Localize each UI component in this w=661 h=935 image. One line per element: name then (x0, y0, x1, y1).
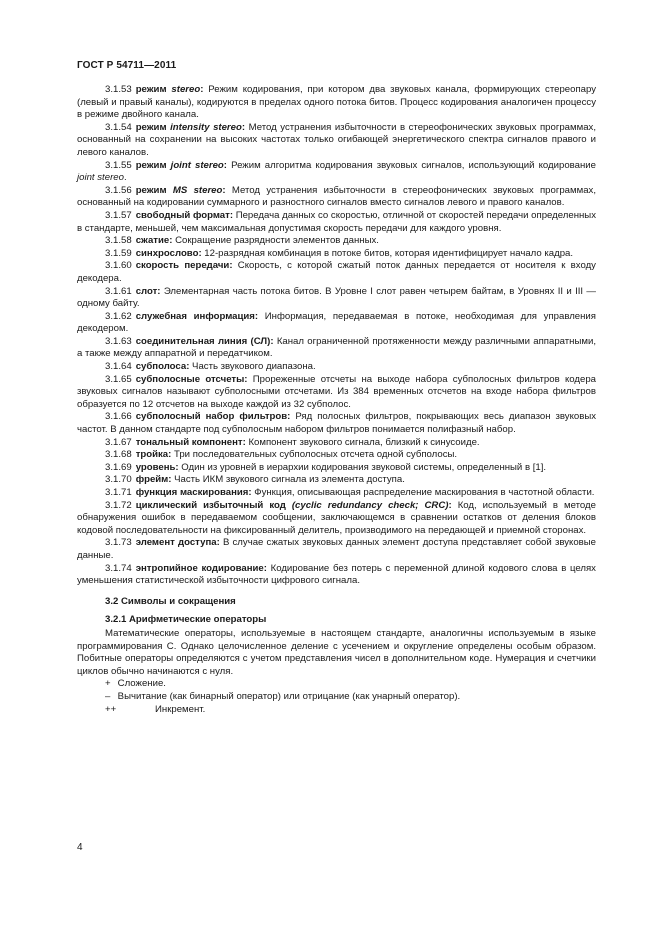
definition-term: элемент доступа: (135, 537, 220, 549)
definition-3-1-56 (77, 185, 596, 210)
definition-term: слот: (135, 285, 161, 297)
operator-symbol: + (105, 678, 111, 690)
definition-text: Сокращение разрядности элементов данных. (172, 235, 379, 247)
definition-text: Три последовательных субполосных отсчета одной субполосы. (171, 449, 458, 461)
definition-text: В случае сжатых звуковых данных элемент доступа представляет собой звуковые данные. (77, 537, 596, 561)
document-header: ГОСТ Р 54711—2011 (77, 60, 177, 71)
definition-text: Код, используемый в методе обнаружения ошибок в передаваемом сообщении, заключающемся в сравнении остатков от деления блоков кодовой последовательности на фиксированный делитель, производимого на передающей и приемной сторонах. (77, 499, 596, 536)
definition-text: Метод устранения избыточности в стереофонических звуковых программах, основанный на кодировании суммарного и разностного сигналов вместо сигналов левого и правого каналов. (77, 184, 596, 209)
definition-number: 3.1.59 (105, 247, 132, 259)
definition-term: режим (135, 84, 172, 95)
definition-term-italic: stereo (171, 84, 201, 95)
definition-term: тройка: (135, 449, 172, 461)
definition-term: субполосный набор фильтров: (135, 411, 291, 423)
definition-text: Метод устранения избыточности в стереофонических звуковых программах, основанный на сохранении на высоких частотах только огибающей энергетического спектра сигналов правого и левого каналов. (77, 121, 597, 158)
definition-number: 3.1.58 (105, 235, 132, 247)
definition-number: 3.1.66 (105, 411, 132, 423)
definition-text: Кодирование без потерь с переменной длиной кодового слова в целях уменьшения статистической избыточности цифрового сигнала. (77, 562, 596, 587)
definition-3-1-68 (77, 449, 596, 462)
definition-text: Информация, передаваемая в потоке, необходимая для управления декодером. (77, 310, 596, 335)
definition-term: субполоса: (135, 361, 190, 373)
definition-text-end: . (123, 172, 127, 184)
definition-number: 3.1.67 (105, 436, 132, 448)
definition-term: субполосные отсчеты: (135, 373, 248, 385)
definition-number: 3.1.72 (105, 499, 132, 511)
definition-text: Прореженные отсчеты на выходе набора субполосных фильтров кодера звуковых сигналов называют субполосными отсчетами. Из 384 временных отсчетов на входе набора фильтров образуется по 12 отсчетов на выходе каждой из 32 субполос. (77, 373, 597, 410)
definition-number: 3.1.64 (105, 361, 132, 373)
definition-3-1-73 (77, 537, 596, 562)
definition-text: Часть звукового диапазона. (189, 361, 316, 373)
subsection-heading: 3.2.1 Арифметические операторы (105, 614, 267, 626)
definition-number: 3.1.56 (105, 184, 132, 196)
operator-description: Инкремент. (155, 703, 206, 715)
definition-term: синхрослово: (135, 247, 202, 259)
definition-3-1-61 (77, 286, 596, 311)
definition-number: 3.1.57 (105, 209, 132, 221)
definition-text: Компонент звукового сигнала, близкий к синусоиде. (245, 436, 480, 448)
definition-number: 3.1.54 (105, 121, 132, 133)
definition-text: Скорость, с которой сжатый поток данных передается от носителя к входу декодера. (77, 260, 596, 284)
definition-3-1-66 (77, 411, 596, 436)
definition-term: фрейм: (135, 474, 172, 486)
definition-number: 3.1.60 (105, 260, 132, 272)
definition-number: 3.1.73 (105, 537, 132, 549)
operator-description: Вычитание (как бинарный оператор) или отрицание (как унарный оператор). (117, 690, 461, 702)
definition-term-colon: : (223, 159, 227, 171)
definition-number: 3.1.70 (105, 474, 132, 486)
definition-number: 3.1.63 (105, 335, 132, 347)
definition-3-1-54 (77, 122, 596, 160)
definition-3-1-71 (77, 487, 596, 500)
definition-term: скорость передачи: (135, 260, 233, 272)
intro-paragraph: Математические операторы, используемые в настоящем стандарте, аналогичны используемым в языке программирования С. Однако целочисленное деление с усечением и округление определены особым образом. Побитные операторы определяются с учетом представления чисел в дополнительном коде. Нумерация и счетчики циклов обычно начинаются с нуля. (77, 627, 596, 677)
definition-term-colon: : (448, 499, 452, 511)
definition-term-italic: MS stereo (172, 184, 223, 196)
definition-3-1-59 (77, 248, 596, 261)
definition-3-1-65 (77, 374, 596, 412)
definition-term: сжатие: (135, 235, 173, 247)
definition-term-colon: : (241, 121, 246, 133)
definition-number: 3.1.65 (105, 373, 132, 385)
definition-3-1-70 (77, 474, 596, 487)
definition-text: Канал ограниченной протяженности между различными аппаратными, а также между аппаратной и передатчиком. (77, 335, 596, 360)
definition-term: режим (135, 184, 173, 196)
operator-symbol: – (105, 690, 111, 702)
definition-number: 3.1.61 (105, 285, 132, 297)
operator-item (77, 704, 596, 717)
operator-item (77, 691, 596, 704)
definition-term-italic: intensity stereo (170, 121, 242, 133)
definition-term: энтропийное кодирование: (135, 562, 267, 574)
definition-text: Функция, описывающая распределение маскирования в частотной области. (251, 487, 595, 498)
page-number: 4 (77, 842, 83, 853)
definition-text: 12-разрядная комбинация в потоке битов, которая идентифицирует начало кадра. (201, 247, 574, 259)
definition-term: циклический избыточный код (135, 499, 292, 511)
definition-3-1-64 (77, 361, 596, 374)
definition-3-1-53 (77, 84, 596, 122)
definition-term: служебная информация: (135, 310, 259, 322)
operator-item (77, 678, 596, 691)
section-heading: 3.2 Символы и сокращения (105, 595, 236, 607)
definition-3-1-63 (77, 336, 596, 361)
definition-text: Передача данных со скоростью, отличной от скоростей передачи определенных в стандарте, меньшей, чем максимальная допустимая скорость передачи для каждого уровня. (77, 209, 596, 234)
definition-term-colon: : (222, 184, 226, 196)
definition-3-1-57 (77, 210, 596, 235)
definition-text: Режим кодирования, при котором два звуковых канала, формирующих стереопару (левый и правый каналы), кодируются в пределах одного потока битов. Процесс кодирования аналогичен процессу в режиме двойного канала. (77, 84, 597, 121)
definition-text: Один из уровней в иерархии кодирования звуковой системы, определенный в [1]. (178, 461, 547, 473)
definition-text: Ряд полосных фильтров, покрывающих весь диапазон звуковых частот. В данном стандарте под субполосным набором фильтров понимается полифазный набор. (77, 411, 597, 436)
definition-number: 3.1.71 (105, 487, 132, 498)
definition-number: 3.1.74 (105, 562, 132, 574)
definition-number: 3.1.68 (105, 449, 132, 461)
definition-3-1-58 (77, 235, 596, 248)
definition-text: Режим алгоритма кодирования звуковых сигналов, использующий кодирование (227, 159, 596, 171)
definition-term-abbrev: (СЛ): (247, 335, 274, 347)
definition-3-1-72 (77, 500, 596, 538)
definition-3-1-62 (77, 311, 596, 336)
definition-term: уровень: (135, 461, 179, 473)
definition-text: Элементарная часть потока битов. В Уровне I слот равен четырем байтам, в Уровнях II и III — одному байту. (77, 285, 596, 310)
definition-3-1-74 (77, 563, 596, 588)
definition-text: Часть ИКМ звукового сигнала из элемента доступа. (171, 474, 405, 486)
definition-number: 3.1.62 (105, 310, 132, 322)
definition-term-colon: : (200, 84, 204, 95)
definition-term-italic: (cyclic redundancy check; CRC) (291, 499, 449, 511)
definition-term: свободный формат: (135, 209, 234, 221)
operator-description: Сложение. (117, 678, 166, 690)
definition-3-1-60 (77, 260, 596, 285)
definition-term: соединительная линия (135, 335, 248, 347)
definition-term-italic: joint stereo (170, 159, 224, 171)
definition-number: 3.1.69 (105, 461, 132, 473)
definition-term: тональный компонент: (135, 436, 246, 448)
definition-number: 3.1.53 (105, 84, 132, 95)
definition-term: режим (135, 121, 171, 133)
definition-term: функция маскирования: (135, 487, 252, 498)
definition-term: режим (135, 159, 171, 171)
definition-text-italic: joint stereo (77, 172, 124, 184)
definition-3-1-67 (77, 437, 596, 450)
definition-3-1-55 (77, 160, 596, 185)
definition-number: 3.1.55 (105, 159, 132, 171)
page-content (77, 84, 596, 716)
operator-symbol: ++ (105, 703, 117, 715)
definition-3-1-69 (77, 462, 596, 475)
